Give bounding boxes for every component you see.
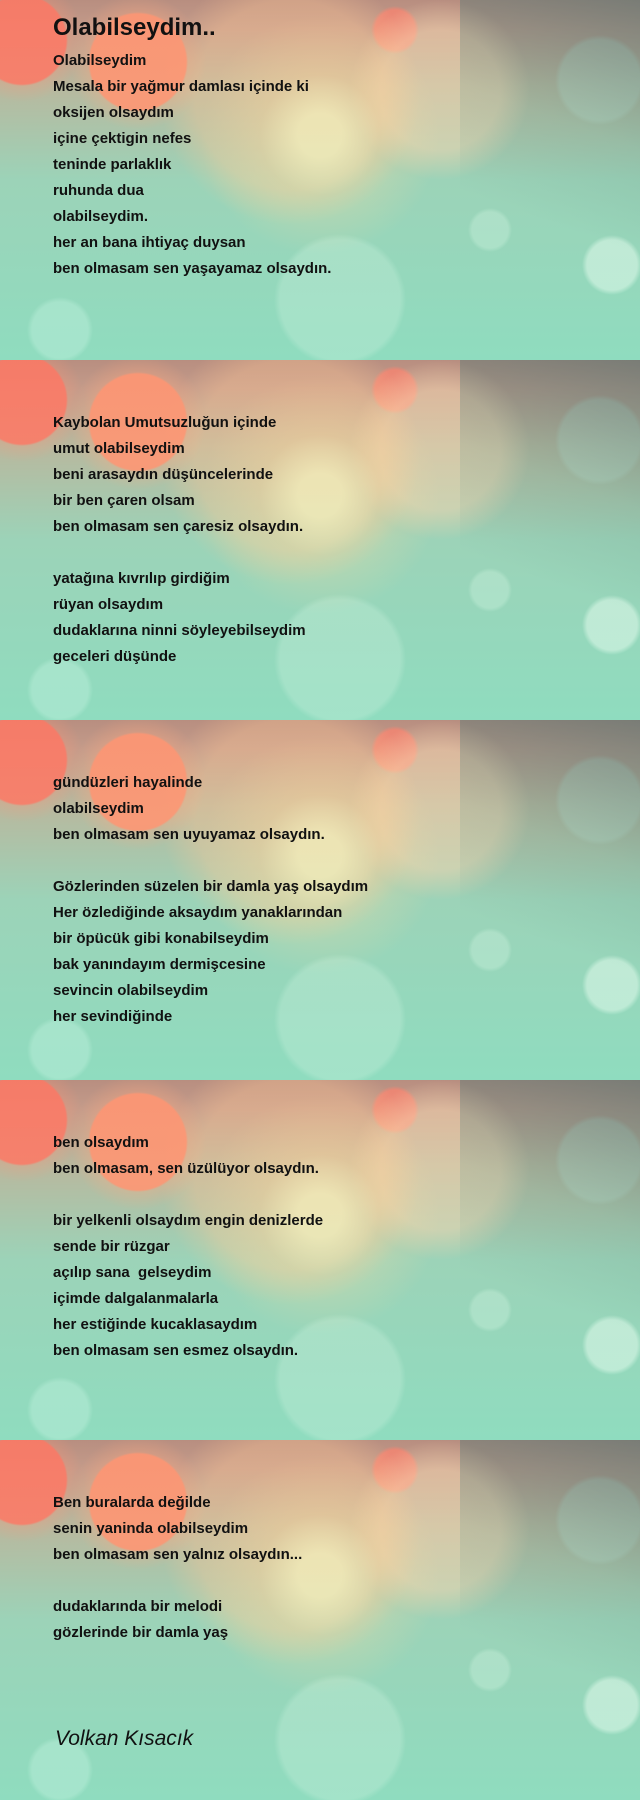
- poem-panel-1: [0, 0, 640, 360]
- poem-line: ben olmasam sen uyuyamaz olsaydın.: [53, 826, 325, 843]
- poem-panel-5: [0, 1440, 640, 1800]
- poem-line: [53, 540, 640, 566]
- poem-line: Her özlediğinde aksaydım yanaklarından: [53, 904, 343, 921]
- poem-panel-2: [0, 360, 640, 720]
- poem-line: her sevindiğinde: [53, 1008, 173, 1025]
- poem-line: ben olmasam sen yalnız olsaydın...: [53, 1546, 303, 1563]
- poem-line: yatağına kıvrılıp girdiğim: [53, 570, 230, 587]
- poem-line: içimde dalgalanmalarla: [53, 1290, 219, 1307]
- poem-panel-4: [0, 1080, 640, 1440]
- stanza-lines: [53, 48, 640, 282]
- poem-line: bak yanındayım dermişcesine: [53, 956, 266, 973]
- poem-line: [53, 848, 640, 874]
- poem-line: ben olmasam sen yaşayamaz olsaydın.: [53, 260, 332, 277]
- stanza-lines: [53, 1080, 640, 1364]
- poem-line: olabilseydim.: [53, 208, 149, 225]
- poem-line: Olabilseydim: [53, 52, 147, 69]
- poem-panel-3: [0, 720, 640, 1080]
- poem-line: sevincin olabilseydim: [53, 982, 209, 999]
- poem-line: içine çektigin nefes: [53, 130, 192, 147]
- poem-line: ben olmasam, sen üzülüyor olsaydın.: [53, 1160, 319, 1177]
- poem-line: umut olabilseydim: [53, 440, 185, 457]
- poem-line: rüyan olsaydım: [53, 596, 164, 613]
- poem-title: Olabilseydim..: [53, 14, 216, 41]
- poem-line: bir öpücük gibi konabilseydim: [53, 930, 269, 947]
- poem-line: her estiğinde kucaklasaydım: [53, 1316, 258, 1333]
- poem-line: ben olmasam sen esmez olsaydın.: [53, 1342, 299, 1359]
- poem-line: senin yaninda olabilseydim: [53, 1520, 249, 1537]
- poem-line: gündüzleri hayalinde: [53, 774, 203, 791]
- poem-line: beni arasaydın düşüncelerinde: [53, 466, 274, 483]
- poem-line: geceleri düşünde: [53, 648, 177, 665]
- poem-line: Mesala bir yağmur damlası içinde ki: [53, 78, 309, 95]
- poem-author: Volkan Kısacık: [55, 1727, 194, 1750]
- poem-line: bir yelkenli olsaydım engin denizlerde: [53, 1212, 324, 1229]
- poem-line: oksijen olsaydım: [53, 104, 174, 121]
- poem-line: [53, 1568, 640, 1594]
- poem-line: ruhunda dua: [53, 182, 144, 199]
- poem-line: sende bir rüzgar: [53, 1238, 170, 1255]
- poem-line: bir ben çaren olsam: [53, 492, 195, 509]
- poem-line: her an bana ihtiyaç duysan: [53, 234, 246, 251]
- poem-line: dudaklarına ninni söyleyebilseydim: [53, 622, 306, 639]
- poem-line: dudaklarında bir melodi: [53, 1598, 223, 1615]
- poem-line: Ben buralarda değilde: [53, 1494, 211, 1511]
- poem-line: Kaybolan Umutsuzluğun içinde: [53, 414, 277, 431]
- poem-line: gözlerinde bir damla yaş: [53, 1624, 229, 1641]
- stanza-lines: [53, 720, 640, 1030]
- stanza-lines: [53, 1440, 640, 1646]
- poem-line: ben olsaydım: [53, 1134, 149, 1151]
- stanza-lines: [53, 360, 640, 670]
- poem-line: teninde parlaklık: [53, 156, 172, 173]
- poem-line: açılıp sana gelseydim: [53, 1264, 212, 1281]
- poem-line: ben olmasam sen çaresiz olsaydın.: [53, 518, 304, 535]
- poem-line: [53, 1182, 640, 1208]
- poem-line: Gözlerinden süzelen bir damla yaş olsaydım: [53, 878, 369, 895]
- poem-line: olabilseydim: [53, 800, 144, 817]
